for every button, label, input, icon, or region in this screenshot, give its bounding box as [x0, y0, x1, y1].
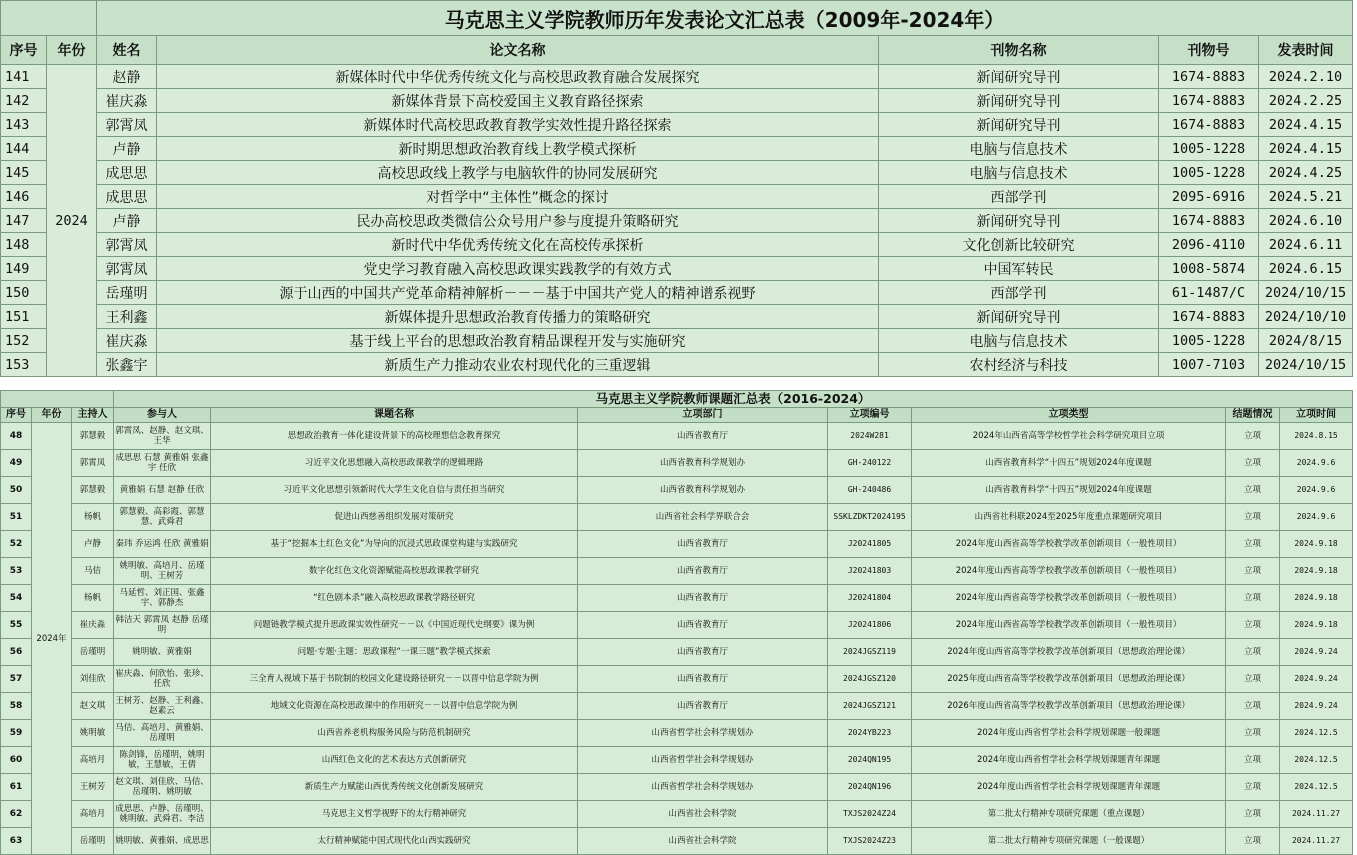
header-approval-date: 立项时间	[1280, 408, 1353, 423]
author-name: 岳瑾明	[97, 281, 157, 305]
paper-title: 党史学习教育融入高校思政课实践教学的有效方式	[157, 257, 879, 281]
project-department: 山西省教育厅	[578, 585, 828, 612]
paper-title: 源于山西的中国共产党革命精神解析－－－基于中国共产党人的精神谱系视野	[157, 281, 879, 305]
header-issn: 刊物号	[1159, 36, 1259, 65]
project-host: 马佶	[72, 558, 114, 585]
table-row	[1, 137, 1353, 161]
project-code: GH-240486	[828, 477, 912, 504]
project-type: 2025年度山西省高等学校教学改革创新项目（思想政治理论课）	[912, 666, 1226, 693]
project-type: 2024年山西省高等学校哲学社会科学研究项目立项	[912, 423, 1226, 450]
approval-date: 2024.9.18	[1280, 585, 1353, 612]
journal-name: 新闻研究导刊	[879, 113, 1159, 137]
paper-title: 新媒体时代高校思政教育教学实效性提升路径探索	[157, 113, 879, 137]
project-code: 2024QN196	[828, 774, 912, 801]
project-department: 山西省教育科学规划办	[578, 477, 828, 504]
project-status: 立项	[1226, 693, 1280, 720]
project-code: J20241804	[828, 585, 912, 612]
paper-title: 民办高校思政类微信公众号用户参与度提升策略研究	[157, 209, 879, 233]
header-project-type: 立项类型	[912, 408, 1226, 423]
author-name: 卢静	[97, 137, 157, 161]
row-index: 56	[1, 639, 32, 666]
project-name: 新质生产力赋能山西优秀传统文化创新发展研究	[211, 774, 578, 801]
project-department: 山西省哲学社会科学规划办	[578, 774, 828, 801]
table-row	[1, 305, 1353, 329]
header-project-code: 立项编号	[828, 408, 912, 423]
row-index: 146	[1, 185, 47, 209]
project-type: 2024年度山西省哲学社会科学规划课题青年课题	[912, 747, 1226, 774]
paper-title: 新时代中华优秀传统文化在高校传承探析	[157, 233, 879, 257]
author-name: 郭霄凤	[97, 113, 157, 137]
row-index: 145	[1, 161, 47, 185]
author-name: 郭霄凤	[97, 257, 157, 281]
header-status: 结题情况	[1226, 408, 1280, 423]
approval-date: 2024.12.5	[1280, 720, 1353, 747]
project-code: 2024JGSZ121	[828, 693, 912, 720]
project-status: 立项	[1226, 666, 1280, 693]
row-index: 58	[1, 693, 32, 720]
table-row	[1, 720, 1353, 747]
journal-name: 西部学刊	[879, 281, 1159, 305]
project-department: 山西省教育厅	[578, 666, 828, 693]
table-row	[1, 423, 1353, 450]
project-name: 基于“挖掘本土红色文化”为导向的沉浸式思政课堂构建与实践研究	[211, 531, 578, 558]
project-members: 秦玮 乔运鸿 任欣 黄雅娟	[114, 531, 211, 558]
project-department: 山西省教育厅	[578, 531, 828, 558]
project-status: 立项	[1226, 558, 1280, 585]
publish-date: 2024.2.25	[1259, 89, 1353, 113]
journal-issn: 1005-1228	[1159, 329, 1259, 353]
publish-date: 2024.6.10	[1259, 209, 1353, 233]
project-host: 郭慧毅	[72, 477, 114, 504]
project-host: 王树芳	[72, 774, 114, 801]
project-department: 山西省教育科学规划办	[578, 450, 828, 477]
row-index: 52	[1, 531, 32, 558]
journal-issn: 1674-8883	[1159, 305, 1259, 329]
row-index: 51	[1, 504, 32, 531]
row-index: 53	[1, 558, 32, 585]
project-members: 郭慧毅、高彩霞、郭慧慧、武舜君	[114, 504, 211, 531]
project-code: 2024YB223	[828, 720, 912, 747]
publish-date: 2024.4.15	[1259, 137, 1353, 161]
year-cell: 2024	[47, 65, 97, 377]
table-row	[1, 801, 1353, 828]
project-status: 立项	[1226, 639, 1280, 666]
row-index: 148	[1, 233, 47, 257]
project-host: 赵文琪	[72, 693, 114, 720]
project-department: 山西省社会科学院	[578, 828, 828, 855]
journal-name: 电脑与信息技术	[879, 161, 1159, 185]
project-status: 立项	[1226, 720, 1280, 747]
header-year: 年份	[32, 408, 72, 423]
header-name: 姓名	[97, 36, 157, 65]
journal-name: 电脑与信息技术	[879, 329, 1159, 353]
project-code: TXJS2024Z23	[828, 828, 912, 855]
project-code: 2024QN195	[828, 747, 912, 774]
project-name: 问题链教学模式提升思政课实效性研究－－以《中国近现代史纲要》课为例	[211, 612, 578, 639]
project-code: SSKLZDKT2024195	[828, 504, 912, 531]
project-code: J20241805	[828, 531, 912, 558]
author-name: 赵静	[97, 65, 157, 89]
project-host: 郭慧毅	[72, 423, 114, 450]
project-members: 成思思、卢静、岳瑾明、姚明敏、武舜君、李洁	[114, 801, 211, 828]
table-row	[1, 450, 1353, 477]
project-type: 山西省教育科学“十四五”规划2024年度课题	[912, 450, 1226, 477]
author-name: 崔庆淼	[97, 89, 157, 113]
project-status: 立项	[1226, 504, 1280, 531]
journal-issn: 1008-5874	[1159, 257, 1259, 281]
row-index: 147	[1, 209, 47, 233]
author-name: 成思思	[97, 161, 157, 185]
approval-date: 2024.9.6	[1280, 504, 1353, 531]
publish-date: 2024/8/15	[1259, 329, 1353, 353]
table-row	[1, 113, 1353, 137]
project-members: 马佶、高培月、黄雅娟、岳瑾明	[114, 720, 211, 747]
journal-issn: 1674-8883	[1159, 89, 1259, 113]
project-code: 2024JGSZ120	[828, 666, 912, 693]
approval-date: 2024.9.18	[1280, 558, 1353, 585]
project-members: 崔庆淼、何欣怡、张珍、任欣	[114, 666, 211, 693]
project-type: 山西省教育科学“十四五”规划2024年度课题	[912, 477, 1226, 504]
table-row	[1, 612, 1353, 639]
row-index: 55	[1, 612, 32, 639]
header-members: 参与人	[114, 408, 211, 423]
project-department: 山西省哲学社会科学规划办	[578, 720, 828, 747]
publish-date: 2024.6.11	[1259, 233, 1353, 257]
project-type: 第二批太行精神专项研究课题（重点课题）	[912, 801, 1226, 828]
author-name: 张鑫宇	[97, 353, 157, 377]
table-row	[1, 161, 1353, 185]
table-row	[1, 233, 1353, 257]
project-code: J20241803	[828, 558, 912, 585]
table-row	[1, 693, 1353, 720]
header-index: 序号	[1, 36, 47, 65]
table-row	[1, 828, 1353, 855]
table-row	[1, 185, 1353, 209]
author-name: 王利鑫	[97, 305, 157, 329]
table-row	[1, 281, 1353, 305]
project-host: 高培月	[72, 747, 114, 774]
row-index: 49	[1, 450, 32, 477]
project-status: 立项	[1226, 477, 1280, 504]
row-index: 144	[1, 137, 47, 161]
project-type: 2024年度山西省高等学校教学改革创新项目（一般性项目）	[912, 558, 1226, 585]
publish-date: 2024.5.21	[1259, 185, 1353, 209]
papers-table-title: 马克思主义学院教师历年发表论文汇总表（2009年-2024年）	[97, 1, 1353, 36]
table-row	[1, 531, 1353, 558]
project-members: 王树芳、赵静、王利鑫、赵素云	[114, 693, 211, 720]
journal-name: 新闻研究导刊	[879, 65, 1159, 89]
project-host: 崔庆淼	[72, 612, 114, 639]
projects-table	[0, 390, 1353, 855]
project-members: 黄雅娟 石慧 赵静 任欣	[114, 477, 211, 504]
table-row	[1, 639, 1353, 666]
project-type: 2024年度山西省高等学校教学改革创新项目（一般性项目）	[912, 585, 1226, 612]
project-code: 2024W281	[828, 423, 912, 450]
project-status: 立项	[1226, 585, 1280, 612]
publish-date: 2024.6.15	[1259, 257, 1353, 281]
journal-issn: 2095-6916	[1159, 185, 1259, 209]
title-blank-cell	[1, 1, 97, 36]
project-type: 2024年度山西省哲学社会科学规划课题一般课题	[912, 720, 1226, 747]
row-index: 143	[1, 113, 47, 137]
project-status: 立项	[1226, 531, 1280, 558]
paper-title: 对哲学中“主体性”概念的探讨	[157, 185, 879, 209]
project-host: 郭霄凤	[72, 450, 114, 477]
journal-name: 西部学刊	[879, 185, 1159, 209]
project-name: “红色剧本杀”融入高校思政课教学路径研究	[211, 585, 578, 612]
journal-name: 新闻研究导刊	[879, 209, 1159, 233]
project-department: 山西省教育厅	[578, 639, 828, 666]
approval-date: 2024.9.24	[1280, 693, 1353, 720]
approval-date: 2024.9.24	[1280, 639, 1353, 666]
project-name: 地域文化资源在高校思政课中的作用研究－－以晋中信息学院为例	[211, 693, 578, 720]
project-members: 韩洁天 郭霄凤 赵静 岳瑾明	[114, 612, 211, 639]
year-cell: 2024年	[32, 423, 72, 855]
table-row	[1, 558, 1353, 585]
paper-title: 高校思政线上教学与电脑软件的协同发展研究	[157, 161, 879, 185]
paper-title: 新时期思想政治教育线上教学模式探析	[157, 137, 879, 161]
header-journal: 刊物名称	[879, 36, 1159, 65]
project-name: 太行精神赋能中国式现代化山西实践研究	[211, 828, 578, 855]
project-members: 姚明敏、高培月、岳瑾明、王树芳	[114, 558, 211, 585]
project-status: 立项	[1226, 423, 1280, 450]
project-status: 立项	[1226, 774, 1280, 801]
table-row	[1, 504, 1353, 531]
row-index: 48	[1, 423, 32, 450]
row-index: 150	[1, 281, 47, 305]
header-department: 立项部门	[578, 408, 828, 423]
table-row	[1, 209, 1353, 233]
author-name: 卢静	[97, 209, 157, 233]
approval-date: 2024.11.27	[1280, 828, 1353, 855]
journal-issn: 1674-8883	[1159, 113, 1259, 137]
project-code: J20241806	[828, 612, 912, 639]
table-row	[1, 89, 1353, 113]
approval-date: 2024.9.18	[1280, 612, 1353, 639]
row-index: 60	[1, 747, 32, 774]
publish-date: 2024.2.10	[1259, 65, 1353, 89]
project-host: 杨帆	[72, 585, 114, 612]
row-index: 142	[1, 89, 47, 113]
journal-issn: 1005-1228	[1159, 137, 1259, 161]
row-index: 54	[1, 585, 32, 612]
journal-name: 电脑与信息技术	[879, 137, 1159, 161]
row-index: 149	[1, 257, 47, 281]
project-department: 山西省教育厅	[578, 558, 828, 585]
header-pub-date: 发表时间	[1259, 36, 1353, 65]
header-year: 年份	[47, 36, 97, 65]
header-index: 序号	[1, 408, 32, 423]
project-name: 山西省养老机构服务风险与防范机制研究	[211, 720, 578, 747]
author-name: 郭霄凤	[97, 233, 157, 257]
project-type: 2024年度山西省高等学校教学改革创新项目（一般性项目）	[912, 531, 1226, 558]
project-department: 山西省教育厅	[578, 423, 828, 450]
journal-issn: 1007-7103	[1159, 353, 1259, 377]
journal-name: 新闻研究导刊	[879, 305, 1159, 329]
approval-date: 2024.9.6	[1280, 450, 1353, 477]
author-name: 成思思	[97, 185, 157, 209]
project-code: TXJS2024Z24	[828, 801, 912, 828]
table-row	[1, 747, 1353, 774]
row-index: 61	[1, 774, 32, 801]
publish-date: 2024/10/10	[1259, 305, 1353, 329]
journal-name: 农村经济与科技	[879, 353, 1159, 377]
project-name: 促进山西慈善组织发展对策研究	[211, 504, 578, 531]
project-name: 习近平文化思想引领新时代大学生文化自信与责任担当研究	[211, 477, 578, 504]
project-department: 山西省教育厅	[578, 693, 828, 720]
approval-date: 2024.9.18	[1280, 531, 1353, 558]
project-type: 第二批太行精神专项研究课题（一般课题）	[912, 828, 1226, 855]
table-row	[1, 65, 1353, 89]
project-host: 卢静	[72, 531, 114, 558]
approval-date: 2024.11.27	[1280, 801, 1353, 828]
project-department: 山西省社会科学院	[578, 801, 828, 828]
row-index: 59	[1, 720, 32, 747]
project-host: 岳瑾明	[72, 639, 114, 666]
header-project-name: 课题名称	[211, 408, 578, 423]
title-blank-cell	[1, 391, 114, 408]
project-members: 赵文琪、刘佳欣、马佶、岳瑾明、姚明敏	[114, 774, 211, 801]
header-host: 主持人	[72, 408, 114, 423]
project-host: 杨帆	[72, 504, 114, 531]
project-members: 姚明敏、黄雅娟	[114, 639, 211, 666]
project-members: 马延哲、刘正国、张鑫宇、郭静杰	[114, 585, 211, 612]
journal-issn: 1005-1228	[1159, 161, 1259, 185]
journal-name: 文化创新比较研究	[879, 233, 1159, 257]
project-department: 山西省教育厅	[578, 612, 828, 639]
paper-title: 基于线上平台的思想政治教育精品课程开发与实施研究	[157, 329, 879, 353]
table-row	[1, 257, 1353, 281]
project-status: 立项	[1226, 801, 1280, 828]
publish-date: 2024/10/15	[1259, 353, 1353, 377]
row-index: 57	[1, 666, 32, 693]
journal-name: 新闻研究导刊	[879, 89, 1159, 113]
project-name: 马克思主义哲学视野下的太行精神研究	[211, 801, 578, 828]
table-row	[1, 666, 1353, 693]
project-host: 刘佳欣	[72, 666, 114, 693]
journal-name: 中国军转民	[879, 257, 1159, 281]
project-name: 问题·专题·主题：思政课程“一课三题”教学模式探索	[211, 639, 578, 666]
project-status: 立项	[1226, 828, 1280, 855]
approval-date: 2024.8.15	[1280, 423, 1353, 450]
project-code: 2024JGSZ119	[828, 639, 912, 666]
project-members: 郭霄凤、赵静、赵文琪、王华	[114, 423, 211, 450]
row-index: 152	[1, 329, 47, 353]
project-type: 2024年度山西省高等学校教学改革创新项目（思想政治理论课）	[912, 639, 1226, 666]
journal-issn: 61-1487/C	[1159, 281, 1259, 305]
header-paper-title: 论文名称	[157, 36, 879, 65]
project-host: 姚明敏	[72, 720, 114, 747]
project-status: 立项	[1226, 747, 1280, 774]
project-name: 山西红色文化的艺术表达方式创新研究	[211, 747, 578, 774]
paper-title: 新媒体时代中华优秀传统文化与高校思政教育融合发展探究	[157, 65, 879, 89]
project-name: 数字化红色文化资源赋能高校思政课教学研究	[211, 558, 578, 585]
journal-issn: 1674-8883	[1159, 209, 1259, 233]
table-row	[1, 353, 1353, 377]
journal-issn: 2096-4110	[1159, 233, 1259, 257]
author-name: 崔庆淼	[97, 329, 157, 353]
project-members: 姚明敏、黄雅娟、成思思	[114, 828, 211, 855]
project-code: GH-240122	[828, 450, 912, 477]
row-index: 153	[1, 353, 47, 377]
table-row	[1, 477, 1353, 504]
paper-title: 新媒体背景下高校爱国主义教育路径探索	[157, 89, 879, 113]
project-status: 立项	[1226, 612, 1280, 639]
table-row	[1, 774, 1353, 801]
project-type: 2024年度山西省哲学社会科学规划课题青年课题	[912, 774, 1226, 801]
approval-date: 2024.9.6	[1280, 477, 1353, 504]
project-name: 思想政治教育一体化建设背景下的高校理想信念教育探究	[211, 423, 578, 450]
projects-table-title: 马克思主义学院教师课题汇总表（2016-2024）	[114, 391, 1353, 408]
paper-title: 新媒体提升思想政治教育传播力的策略研究	[157, 305, 879, 329]
project-type: 山西省社科联2024至2025年度重点课题研究项目	[912, 504, 1226, 531]
project-host: 岳瑾明	[72, 828, 114, 855]
row-index: 151	[1, 305, 47, 329]
row-index: 141	[1, 65, 47, 89]
project-name: 三全育人视域下基于书院制的校园文化建设路径研究－－以晋中信息学院为例	[211, 666, 578, 693]
project-host: 高培月	[72, 801, 114, 828]
approval-date: 2024.12.5	[1280, 747, 1353, 774]
table-row	[1, 585, 1353, 612]
publish-date: 2024/10/15	[1259, 281, 1353, 305]
project-name: 习近平文化思想融入高校思政课教学的逻辑理路	[211, 450, 578, 477]
publish-date: 2024.4.15	[1259, 113, 1353, 137]
row-index: 62	[1, 801, 32, 828]
papers-table	[0, 0, 1353, 377]
row-index: 63	[1, 828, 32, 855]
approval-date: 2024.9.24	[1280, 666, 1353, 693]
project-department: 山西省哲学社会科学规划办	[578, 747, 828, 774]
project-members: 成思思 石慧 黄雅娟 张鑫宇 任欣	[114, 450, 211, 477]
publish-date: 2024.4.25	[1259, 161, 1353, 185]
row-index: 50	[1, 477, 32, 504]
project-department: 山西省社会科学界联合会	[578, 504, 828, 531]
project-type: 2024年度山西省高等学校教学改革创新项目（一般性项目）	[912, 612, 1226, 639]
approval-date: 2024.12.5	[1280, 774, 1353, 801]
project-status: 立项	[1226, 450, 1280, 477]
journal-issn: 1674-8883	[1159, 65, 1259, 89]
paper-title: 新质生产力推动农业农村现代化的三重逻辑	[157, 353, 879, 377]
project-members: 陈剑锋，岳瑾明，姚明敏，王慧敏，王倩	[114, 747, 211, 774]
table-row	[1, 329, 1353, 353]
project-type: 2026年度山西省高等学校教学改革创新项目（思想政治理论课）	[912, 693, 1226, 720]
